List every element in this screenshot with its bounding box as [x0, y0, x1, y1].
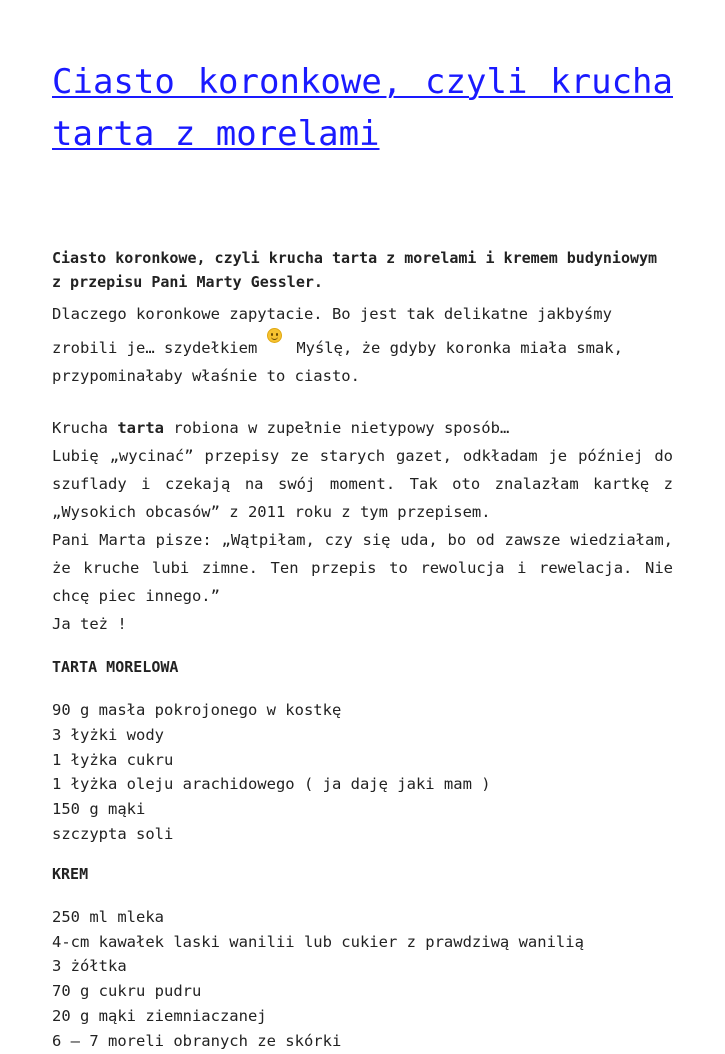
krucha-prefix: Krucha: [52, 419, 118, 437]
cream-ingredients-list: [52, 905, 673, 1054]
article-lead: Ciasto koronkowe, czyli krucha tarta z morelami i kremem budyniowym z przepisu Pani Marty Gessler.: [52, 249, 658, 291]
me-too-text: Ja też !: [52, 615, 127, 633]
intro-line-1: Dlaczego koronkowe zapytacie. Bo jest tak delikatne jakbyśmy: [52, 305, 612, 323]
tarta-link-text: tarta: [117, 419, 164, 437]
list-item: 150 g mąki: [52, 800, 146, 819]
intro-line-2-start: zrobili je… szydełkiem: [52, 339, 258, 357]
list-item: 90 g masła pokrojonego w kostkę: [52, 701, 342, 719]
tart-ingredients-list: [52, 698, 673, 847]
tart-heading: TARTA MORELOWA: [52, 658, 179, 676]
intro-line-2-end: Myślę, że gdyby koronka miała smak,: [296, 339, 623, 357]
krucha-suffix: robiona w zupełnie nietypowy sposób…: [164, 419, 510, 437]
smile-emoji-icon: [267, 328, 282, 343]
intro-line-3: przypominałaby właśnie to ciasto.: [52, 367, 360, 385]
article: [52, 56, 673, 1054]
list-item: 4-cm kawałek laski wanilii lub cukier z prawdziwą wanilią: [52, 932, 584, 951]
list-item: szczypta soli: [52, 824, 174, 843]
list-item: 6 – 7 moreli obranych ze skórki: [52, 1031, 342, 1050]
article-title: [52, 56, 673, 160]
list-item: 3 łyżki wody: [52, 725, 164, 744]
intro-paragraph: [52, 300, 673, 390]
list-item: 250 ml mleka: [52, 907, 164, 926]
list-item: 1 łyżka cukru: [52, 750, 174, 769]
list-item: 20 g mąki ziemniaczanej: [52, 1006, 267, 1025]
quote-text: Pani Marta pisze: „Wątpiłam, czy się uda, bo od zawsze wiedziałam, że kruche lubi zimne. Ten przepis to rewolucja i rewelacja. Nie chcę piec innego.”: [52, 531, 673, 605]
list-item: 3 żółtka: [52, 957, 127, 976]
list-item: 70 g cukru pudru: [52, 982, 202, 1001]
list-item: 1 łyżka oleju arachidowego ( ja daję jaki mam ): [52, 775, 491, 794]
story-paragraph: [52, 414, 673, 638]
story-text: Lubię „wycinać” przepisy ze starych gazet, odkładam je później do szuflady i czekają na swój moment. Tak oto znalazłam kartkę z „Wysokich obcasów” z 2011 roku z tym przepisem.: [52, 447, 673, 521]
cream-heading: KREM: [52, 864, 89, 883]
article-title-link[interactable]: Ciasto koronkowe, czyli krucha tarta z morelami: [52, 62, 673, 154]
